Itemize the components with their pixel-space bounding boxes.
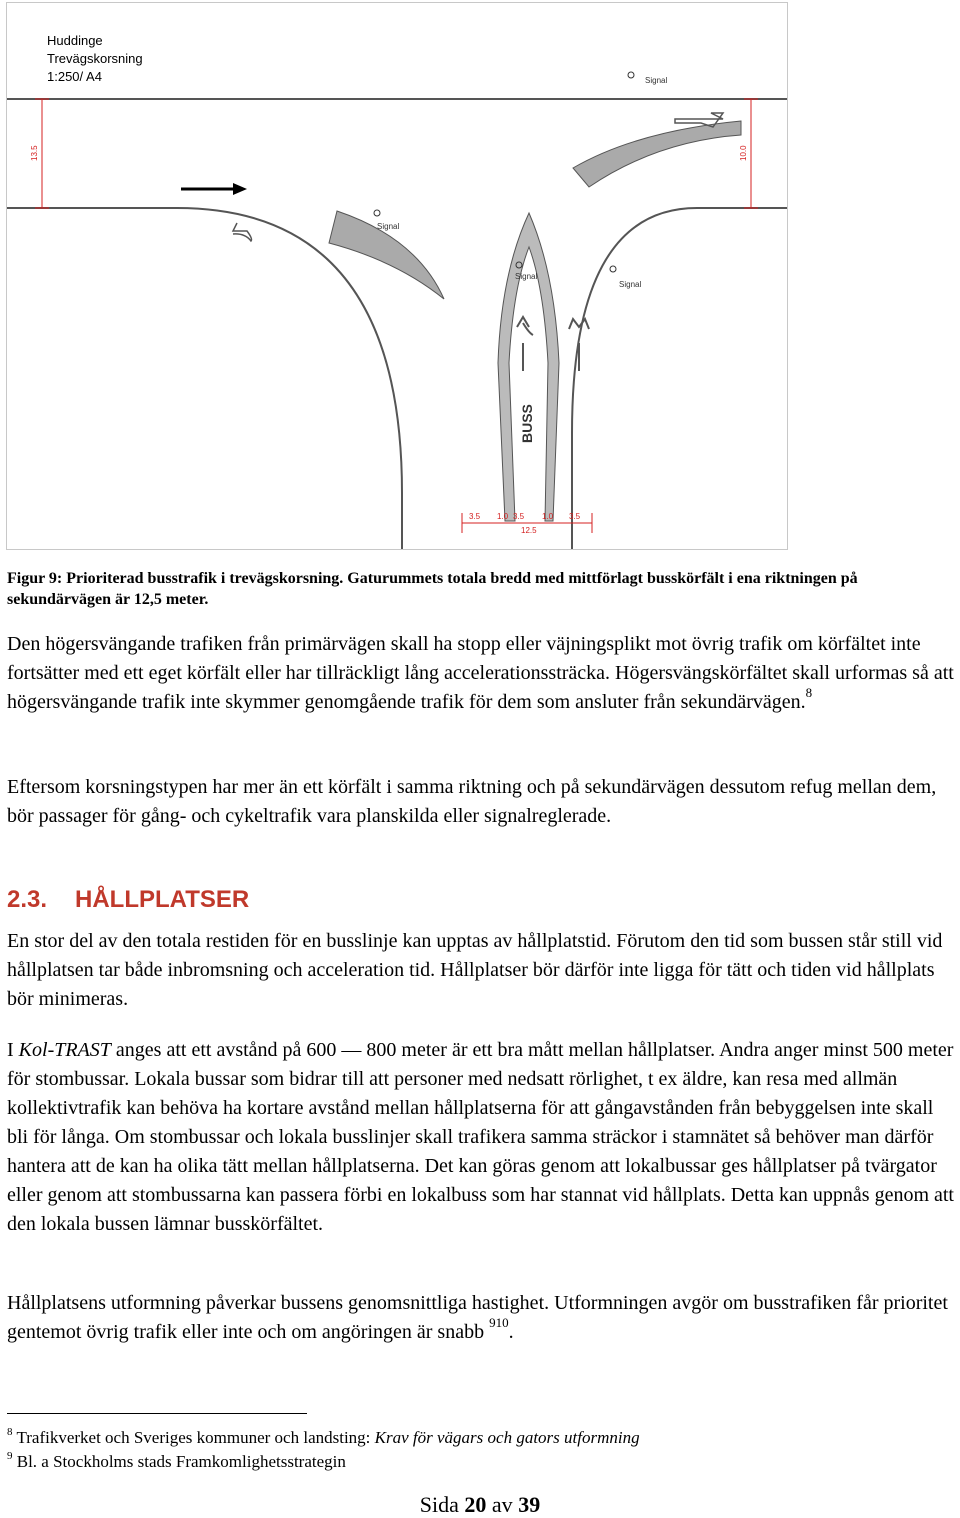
figure-name: Trevägskorsning: [47, 51, 143, 66]
footnote-italic: Krav för vägars och gators utformning: [374, 1428, 640, 1447]
current-page: 20: [464, 1492, 487, 1517]
dim-bottom-2: 1.0: [497, 512, 509, 521]
figure-scale: 1:250/ A4: [47, 69, 102, 84]
paragraph-end: .: [508, 1321, 514, 1343]
dim-bottom-4: 1.0: [542, 512, 554, 521]
dim-total: 12.5: [521, 526, 537, 535]
island-right: [573, 121, 741, 187]
footnote-text: Bl. a Stockholms stads Framkomlighetsstrategin: [16, 1452, 346, 1471]
section-number: 2.3.: [7, 886, 48, 913]
footnote-8: [7, 1428, 640, 1448]
paragraph-3: En stor del av den totala restiden för en busslinje kan upptas av hållplatstid. Förutom den tid som bussen står still vid hållplatsen tar både inbromsning och acceleration tid. Hållplatser bör därför inte ligga för tätt och tiden vid hållplats bör minimeras.: [7, 930, 943, 1010]
signal-label: Signal: [377, 222, 400, 231]
arrow-split: [569, 319, 589, 371]
paragraph-text: Hållplatsens utformning påverkar bussens genomsnittliga hastighet. Utformningen avgör om busstrafiken får prioritet gentemot övrig trafik eller inte och om angöringen är snabb: [7, 1292, 948, 1343]
paragraph-prefix: I: [7, 1039, 19, 1061]
paragraph-text: Den högersvängande trafiken från primärvägen skall ha stopp eller väjningsplikt mot övrig trafik om körfältet inte fortsätter med ett eget körfält eller har tillräckligt lång accelerationssträcka. Högersvängskörfältet skall urformas så att högersvängande trafik inte skymmer genomgående trafik för dem som ansluter från sekundärvägen.: [7, 633, 954, 713]
paragraph-5: [7, 1289, 957, 1347]
figure-caption: Figur 9: Prioriterad busstrafik i trevägskorsning. Gaturummets totala bredd med mittförlagt busskörfält i ena riktningen på sekundärvägen är 12,5 meter.: [7, 570, 858, 608]
footnote-ref[interactable]: 910: [489, 1315, 509, 1330]
signal-label: Signal: [645, 76, 668, 85]
footnote-9: [7, 1452, 346, 1472]
signal-label: Signal: [619, 280, 642, 289]
intersection-figure: [6, 2, 788, 550]
footnote-divider: [7, 1413, 307, 1414]
figure-place: Huddinge: [47, 33, 103, 48]
footnote-text: Trafikverket och Sveriges kommuner och landsting:: [16, 1428, 375, 1447]
dim-bottom-3: 3.5: [513, 512, 525, 521]
paragraph-4: [7, 1036, 957, 1239]
signal-label: Signal: [515, 272, 538, 281]
total-pages: 39: [518, 1492, 541, 1517]
dim-right: 10.0: [739, 145, 748, 161]
italic-term: Kol-TRAST: [18, 1039, 111, 1061]
paragraph-2: Eftersom korsningstypen har mer än ett körfält i samma riktning och på sekundärvägen dessutom refug mellan dem, bör passager för gång- och cykeltrafik vara planskilda eller signalreglerade.: [7, 776, 937, 827]
paragraph-text: anges att ett avstånd på 600 — 800 meter är ett bra mått mellan hållplatser. Andra anger minst 500 meter för stombussar. Lokala bussar som bidrar till att personer med nedsatt rörlighet, t ex äldre, kan resa med allmän kollektivtrafik kan behöva ha kortare avstånd mellan hållplatserna för att gångavstånden från bebyggelsen inte skall bli för långa. Om stombussar och lokala busslinjer skall trafikera samma sträckor i stamnätet så behöver man därför hantera att de kan ha olika tätt mellan hållplatserna. Det kan göras genom att lokalbussar ges hållplatser på tvärgator eller genom att stombussarna kan passera förbi en lokalbuss som har stannat vid hållplats. Detta kan uppnås genom att den lokala bussen lämnar busskörfältet.: [7, 1039, 954, 1235]
center-refuge: [498, 213, 559, 521]
bus-lane-label: BUSS: [519, 404, 535, 443]
dim-left: 13.5: [30, 145, 39, 161]
dim-bottom-1: 3.5: [469, 512, 481, 521]
dimensions: [35, 99, 758, 533]
paragraph-1: [7, 630, 957, 717]
footnote-number: 9: [7, 1450, 13, 1462]
arrow-right-turn: [233, 223, 252, 241]
page-number: Sida 20 av 39: [419, 1492, 541, 1517]
road-curb-left: [7, 208, 402, 549]
section-heading: [7, 886, 249, 914]
footnote-ref[interactable]: 8: [805, 685, 813, 700]
arrow-bus: [517, 317, 533, 371]
intersection-drawing: [7, 3, 787, 549]
section-title: HÅLLPLATSER: [75, 886, 250, 913]
road-curb-right: [572, 208, 787, 549]
footnote-number: 8: [7, 1426, 13, 1438]
dim-bottom-5: 3.5: [569, 512, 581, 521]
